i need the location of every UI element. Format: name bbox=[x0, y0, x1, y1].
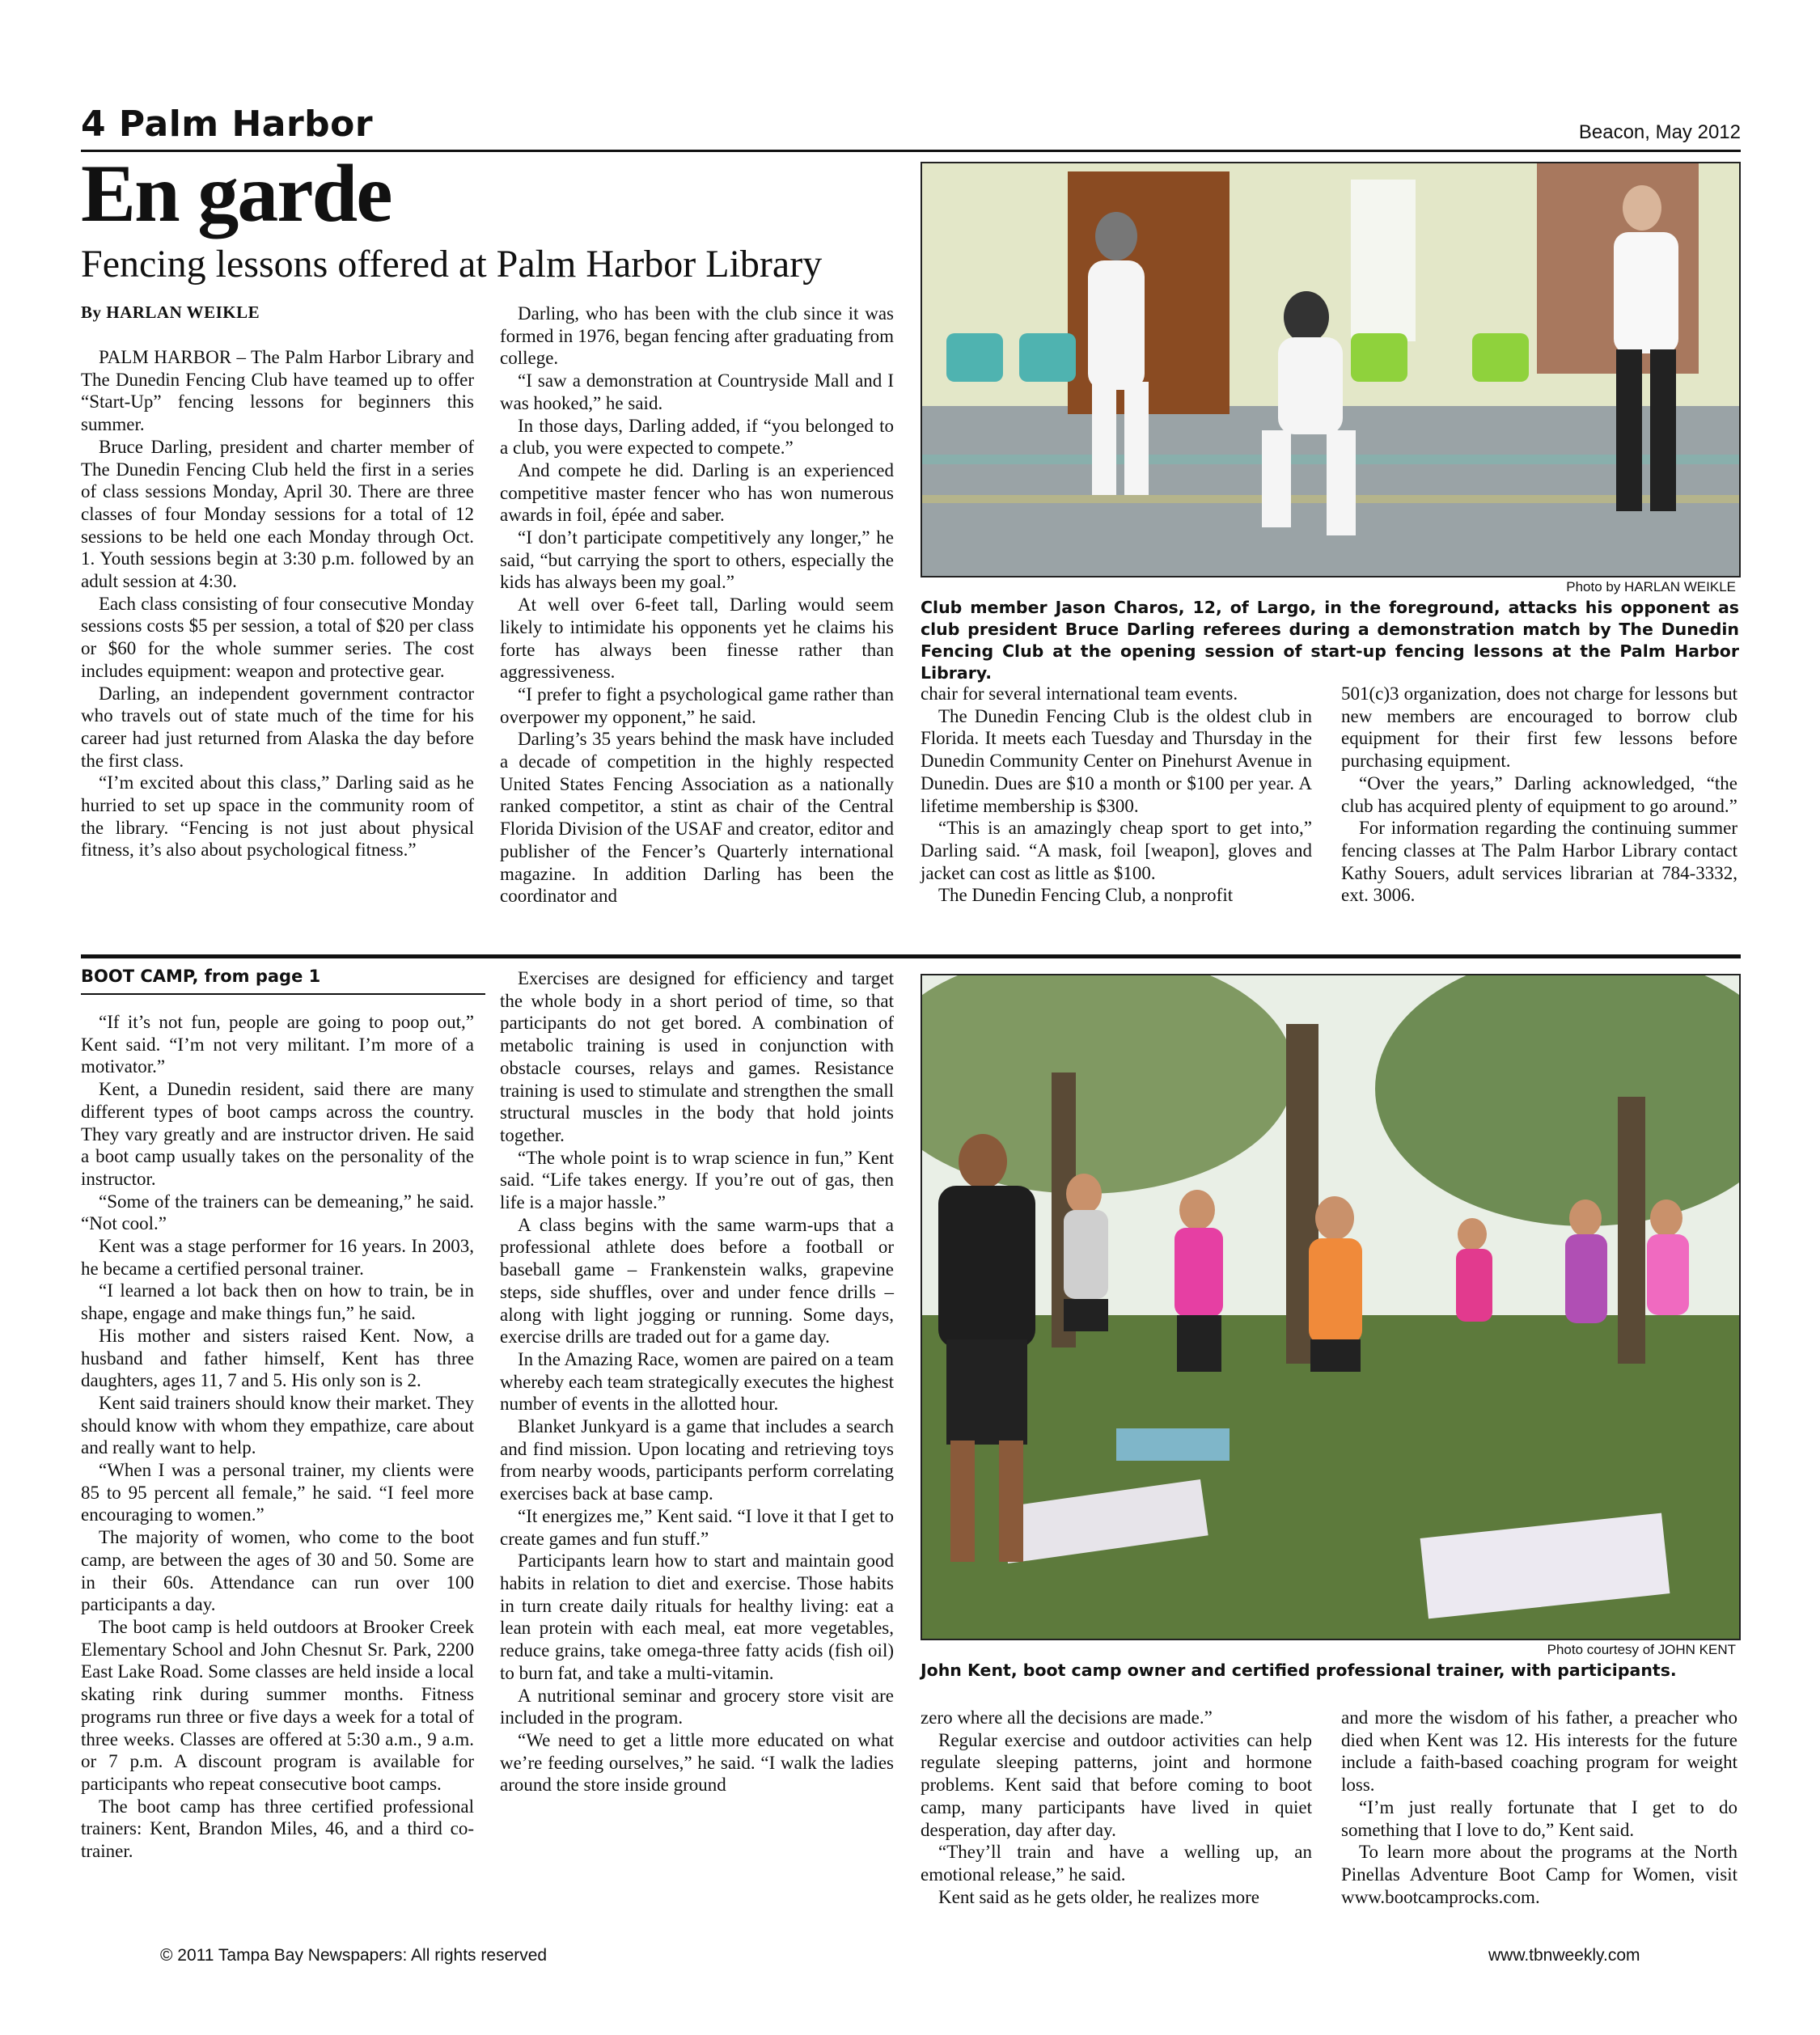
paragraph: The Dunedin Fencing Club is the oldest club in Florida. It meets each Tuesday and Thursday in the Dunedin Community Center on Pinehurst Avenue in Dunedin. Dues are $10 a month or $100 per year. A lifetime membership is $300. bbox=[921, 705, 1312, 816]
paragraph: “I saw a demonstration at Countryside Mall and I was hooked,” he said. bbox=[500, 370, 894, 413]
paragraph: In the Amazing Race, women are paired on a team whereby each team strategically executes the highest number of events in the allotted hour. bbox=[500, 1348, 894, 1415]
paragraph: Exercises are designed for efficiency and target the whole body in a short period of time, so that participants do not get bored. A combination of metabolic training is used in conjunction with obstacle courses, relays and games. Resistance training is used to stimulate and strengthen the small structural muscles in the body that hold joints together. bbox=[500, 968, 894, 1145]
article2-column-3 bbox=[921, 1707, 1312, 1908]
paragraph: “If it’s not fun, people are going to poop out,” Kent said. “I’m not very militant. I’m more of a motivator.” bbox=[81, 1012, 474, 1077]
article1-column-3 bbox=[921, 683, 1312, 907]
article2-column-4 bbox=[1341, 1707, 1737, 1908]
boot-camp-photo-illustration bbox=[922, 975, 1739, 1639]
paragraph: For information regarding the continuing summer fencing classes at The Palm Harbor Library contact Kathy Souers, adult services librarian at 784-3332, ext. 3006. bbox=[1341, 818, 1737, 906]
photo-caption: John Kent, boot camp owner and certified professional trainer, with participants. bbox=[921, 1661, 1677, 1680]
paragraph: Darling, an independent government contractor who travels out of state much of the time for his career had just returned from Alaska the day before the first class. bbox=[81, 683, 474, 771]
paragraph: The boot camp has three certified professional trainers: Kent, Brandon Miles, 46, and a third co-trainer. bbox=[81, 1796, 474, 1862]
paragraph: Regular exercise and outdoor activities can help regulate sleeping patterns, joint and hormone problems. Kent said that before coming to boot camp, many participants have lived in quiet desperation, day after day. bbox=[921, 1729, 1312, 1840]
paragraph: 501(c)3 organization, does not charge for lessons but new members are encouraged to borrow club equipment for their first few lessons before purchasing equipment. bbox=[1341, 683, 1737, 772]
paragraph: chair for several international team events. bbox=[921, 683, 1238, 704]
section-divider bbox=[81, 954, 1741, 958]
paragraph: “This is an amazingly cheap sport to get into,” Darling said. “A mask, foil [weapon], gloves and jacket can cost as little as $100. bbox=[921, 818, 1312, 883]
article1-column-1 bbox=[81, 346, 474, 861]
paragraph: PALM HARBOR – The Palm Harbor Library and The Dunedin Fencing Club have teamed up to offer “Start-Up” fencing lessons for beginners this summer. bbox=[81, 347, 474, 435]
headline: En garde bbox=[81, 148, 392, 239]
boot-camp-photo bbox=[921, 974, 1741, 1640]
paragraph: To learn more about the programs at the North Pinellas Adventure Boot Camp for Women, visit www.bootcamprocks.com. bbox=[1341, 1842, 1737, 1907]
paragraph: “I prefer to fight a psychological game rather than overpower my opponent,” he said. bbox=[500, 683, 894, 727]
paragraph: The majority of women, who come to the boot camp, are between the ages of 30 and 50. Some are in their 60s. Attendance can run over 100 participants a day. bbox=[81, 1527, 474, 1615]
paragraph: Bruce Darling, president and charter member of The Dunedin Fencing Club held the first in a series of class sessions Monday, April 30. There are three classes of four Monday sessions for a total of 12 sessions to be held one each Monday through Oct. 1. Youth sessions begin at 3:30 p.m. followed by an adult session at 4:30. bbox=[81, 436, 474, 592]
paragraph: “It energizes me,” Kent said. “I love it that I get to create games and fun stuff.” bbox=[500, 1505, 894, 1549]
photo-credit: Photo by HARLAN WEIKLE bbox=[1566, 579, 1736, 594]
dateline: Beacon, May 2012 bbox=[1578, 121, 1741, 143]
section-title: 4 Palm Harbor bbox=[81, 104, 374, 145]
paragraph: “I learned a lot back then on how to train, be in shape, engage and make things fun,” he said. bbox=[81, 1280, 474, 1324]
paragraph: The Dunedin Fencing Club, a nonprofit bbox=[938, 885, 1234, 906]
photo-caption: Club member Jason Charos, 12, of Largo, in the foreground, attacks his opponent as club president Bruce Darling referees during a demonstration match by The Dunedin Fencing Club at the opening session of start-up fencing lessons at the Palm Harbor Library. bbox=[921, 598, 1739, 683]
paragraph: and more the wisdom of his father, a preacher who died when Kent was 12. His interests for the future include a faith-based coaching program for weight loss. bbox=[1341, 1707, 1737, 1796]
paragraph: Darling, who has been with the club since it was formed in 1976, began fencing after graduating from college. bbox=[500, 303, 894, 369]
website-link[interactable]: www.tbnweekly.com bbox=[1488, 1946, 1640, 1965]
paragraph: Darling’s 35 years behind the mask have included a decade of competition in the highly respected United States Fencing Association as a nationally ranked competitor, a stint as chair of the Central Florida Division of the USAF and creator, editor and publisher of the Fencer’s Quarterly international magazine. In addition Darling has been the coordinator and bbox=[500, 729, 894, 907]
paragraph: Kent was a stage performer for 16 years. In 2003, he became a certified personal trainer. bbox=[81, 1236, 474, 1279]
paragraph: “Some of the trainers can be demeaning,” he said. “Not cool.” bbox=[81, 1191, 474, 1234]
paragraph: zero where all the decisions are made.” bbox=[921, 1707, 1213, 1728]
paragraph: “I’m excited about this class,” Darling said as he hurried to set up space in the community room of the library. “Fencing is not just about physical fitness, it’s also about psychological fitness.” bbox=[81, 772, 474, 861]
paragraph: The boot camp is held outdoors at Brooker Creek Elementary School and John Chesnut Sr. Park, 2200 East Lake Road. Some classes are held inside a local skating rink during summer months. Fitness programs run three or five days a week for a total of three weeks. Classes are offered at 5:30 a.m., 9 a.m. or 7 p.m. A discount program is available for participants who repeat consecutive boot camps. bbox=[81, 1616, 474, 1794]
paragraph: “The whole point is to wrap science in fun,” Kent said. “Life takes energy. If you’re out of gas, then life is a major hassle.” bbox=[500, 1147, 894, 1213]
article1-column-2 bbox=[500, 302, 894, 908]
byline: By HARLAN WEIKLE bbox=[81, 302, 260, 322]
paragraph: A class begins with the same warm-ups that a professional athlete does before a football or baseball game – Frankenstein walks, grapevine steps, side shuffles, over and under fence drills – along with light jogging or running. Some days, exercise drills are traded out for a game day. bbox=[500, 1214, 894, 1348]
paragraph: “Over the years,” Darling acknowledged, “the club has acquired plenty of equipment to go around.” bbox=[1341, 772, 1737, 816]
jump-rule bbox=[81, 993, 485, 995]
paragraph: “We need to get a little more educated on what we’re feeding ourselves,” he said. “I walk the ladies around the store inside ground bbox=[500, 1729, 894, 1796]
fencing-photo-illustration bbox=[922, 163, 1739, 576]
article2-column-1 bbox=[81, 1011, 474, 1863]
paragraph: Kent, a Dunedin resident, said there are many different types of boot camps across the country. They vary greatly and are instructor driven. He said a boot camp usually takes on the personality of the instructor. bbox=[81, 1079, 474, 1189]
paragraph: His mother and sisters raised Kent. Now, a husband and father himself, Kent has three daughters, ages 11, 7 and 5. His only son is 2. bbox=[81, 1325, 474, 1391]
paragraph: “They’ll train and have a welling up, an emotional release,” he said. bbox=[921, 1842, 1312, 1885]
paragraph: Kent said trainers should know their market. They should know with whom they empathize, care about and really want to help. bbox=[81, 1392, 474, 1458]
paragraph: “I’m just really fortunate that I get to do something that I love to do,” Kent said. bbox=[1341, 1796, 1737, 1840]
fencing-photo bbox=[921, 162, 1741, 578]
paragraph: In those days, Darling added, if “you belonged to a club, you were expected to compete.” bbox=[500, 415, 894, 459]
paragraph: At well over 6-feet tall, Darling would seem likely to intimidate his opponents yet he claims his forte has always been finesse rather than aggressiveness. bbox=[500, 594, 894, 683]
deck: Fencing lessons offered at Palm Harbor Library bbox=[81, 243, 823, 286]
paragraph: “When I was a personal trainer, my clients were 85 to 95 percent all female,” he said. “I feel more encouraging to women.” bbox=[81, 1460, 474, 1525]
paragraph: A nutritional seminar and grocery store visit are included in the program. bbox=[500, 1685, 894, 1728]
paragraph: Blanket Junkyard is a game that includes a search and find mission. Upon locating and retrieving toys from nearby woods, participants perform correlating exercises back at base camp. bbox=[500, 1416, 894, 1504]
jump-head: BOOT CAMP, from page 1 bbox=[81, 967, 321, 986]
article1-column-4 bbox=[1341, 683, 1737, 907]
paragraph: Kent said as he gets older, he realizes more bbox=[938, 1886, 1259, 1907]
paragraph: And compete he did. Darling is an experienced competitive master fencer who has won numerous awards in foil, épée and saber. bbox=[500, 459, 894, 526]
paragraph: “I don’t participate competitively any longer,” he said, “but carrying the sport to others, especially the kids has always been my goal.” bbox=[500, 527, 894, 593]
copyright: © 2011 Tampa Bay Newspapers: All rights reserved bbox=[160, 1946, 548, 1965]
photo-credit: Photo courtesy of JOHN KENT bbox=[1547, 1642, 1736, 1657]
paragraph: Participants learn how to start and maintain good habits in relation to diet and exercise. Those habits in turn create daily rituals for healthy living: eat a lean protein with each meal, eat more vegetables, reduce grains, take omega-three fatty acids (fish oil) to burn fat, and take a multi-vitamin. bbox=[500, 1551, 894, 1683]
paragraph: Each class consisting of four consecutive Monday sessions costs $5 per session, a total of $20 per class or $60 for the whole summer series. The cost includes equipment: weapon and protective gear. bbox=[81, 593, 474, 681]
article2-column-2 bbox=[500, 967, 894, 1796]
